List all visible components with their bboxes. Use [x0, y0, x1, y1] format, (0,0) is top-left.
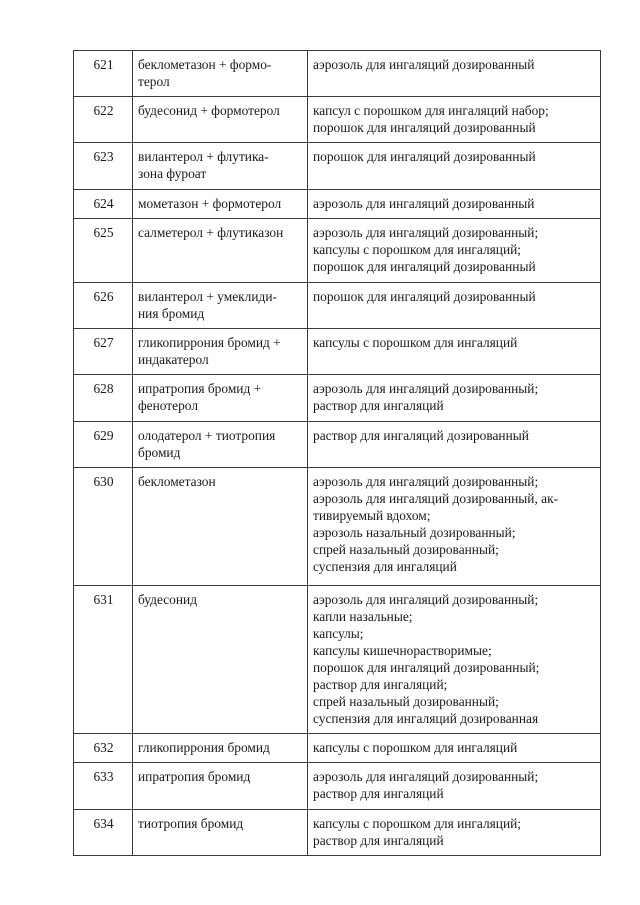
drug-name-cell	[133, 97, 308, 143]
drug-name-cell	[133, 190, 308, 219]
dosage-form-line: аэрозоль для ингаляций дозированный;	[313, 381, 539, 396]
dosage-form-line: капсулы кишечнорастворимые;	[313, 643, 492, 658]
dosage-form-line: капсулы с порошком для ингаляций	[313, 740, 518, 755]
row-number: 634	[74, 810, 133, 856]
dosage-form-line: раствор для ингаляций;	[313, 677, 448, 692]
dosage-form-line: раствор для ингаляций	[313, 786, 444, 801]
dosage-form-line: раствор для ингаляций	[313, 833, 444, 848]
dosage-form-cell	[308, 468, 601, 586]
dosage-form-cell	[308, 422, 601, 468]
dosage-form-line: аэрозоль для ингаляций дозированный;	[313, 592, 539, 607]
row-number: 624	[74, 190, 133, 219]
drug-name-cell	[133, 763, 308, 810]
row-number: 630	[74, 468, 133, 586]
drug-name-line: терол	[138, 74, 170, 89]
table-row	[74, 219, 601, 283]
drug-name-cell	[133, 283, 308, 329]
drug-name-line: салметерол + флутиказон	[138, 225, 284, 240]
dosage-form-line: порошок для ингаляций дозированный	[313, 149, 536, 164]
dosage-form-cell	[308, 190, 601, 219]
dosage-form-line: аэрозоль назальный дозированный;	[313, 525, 516, 540]
drug-name-line: ния бромид	[138, 306, 205, 321]
dosage-form-cell	[308, 143, 601, 190]
table-row	[74, 468, 601, 586]
drug-name-line: фенотерол	[138, 398, 198, 413]
dosage-form-cell	[308, 810, 601, 856]
dosage-form-line: порошок для ингаляций дозированный	[313, 289, 536, 304]
dosage-form-line: суспензия для ингаляций	[313, 559, 457, 574]
dosage-form-line: капсулы с порошком для ингаляций;	[313, 242, 522, 257]
dosage-form-cell	[308, 586, 601, 734]
row-number: 628	[74, 375, 133, 422]
table-row	[74, 763, 601, 810]
dosage-form-cell	[308, 283, 601, 329]
drug-list-table	[73, 50, 601, 856]
drug-name-cell	[133, 734, 308, 763]
row-number: 623	[74, 143, 133, 190]
dosage-form-line: капли назальные;	[313, 609, 413, 624]
table-row	[74, 283, 601, 329]
drug-name-line: бромид	[138, 445, 181, 460]
dosage-form-line: аэрозоль для ингаляций дозированный;	[313, 474, 539, 489]
table-row	[74, 586, 601, 734]
table-row	[74, 51, 601, 97]
dosage-form-line: аэрозоль для ингаляций дозированный	[313, 196, 535, 211]
drug-name-line: будесонид	[138, 592, 198, 607]
dosage-form-line: капсулы;	[313, 626, 364, 641]
drug-name-cell	[133, 51, 308, 97]
table-row	[74, 329, 601, 375]
drug-name-line: гликопиррония бромид +	[138, 335, 281, 350]
row-number: 625	[74, 219, 133, 283]
drug-name-line: вилантерол + умеклиди-	[138, 289, 277, 304]
dosage-form-cell	[308, 219, 601, 283]
drug-name-line: тиотропия бромид	[138, 816, 244, 831]
drug-name-cell	[133, 810, 308, 856]
row-number: 633	[74, 763, 133, 810]
drug-name-line: будесонид + формотерол	[138, 103, 280, 118]
drug-name-cell	[133, 375, 308, 422]
drug-name-line: гликопиррония бромид	[138, 740, 270, 755]
dosage-form-line: аэрозоль для ингаляций дозированный;	[313, 225, 539, 240]
table-row	[74, 422, 601, 468]
dosage-form-cell	[308, 329, 601, 375]
table-row	[74, 810, 601, 856]
table-row	[74, 143, 601, 190]
table-row	[74, 190, 601, 219]
drug-name-cell	[133, 143, 308, 190]
dosage-form-cell	[308, 734, 601, 763]
dosage-form-line: раствор для ингаляций дозированный	[313, 428, 529, 443]
drug-name-line: вилантерол + флутика-	[138, 149, 269, 164]
table-row	[74, 734, 601, 763]
drug-name-line: ипратропия бромид +	[138, 381, 262, 396]
row-number: 627	[74, 329, 133, 375]
drug-name-line: олодатерол + тиотропия	[138, 428, 276, 443]
drug-name-line: беклометазон	[138, 474, 216, 489]
row-number: 621	[74, 51, 133, 97]
drug-name-line: зона фуроат	[138, 166, 207, 181]
dosage-form-line: суспензия для ингаляций дозированная	[313, 711, 539, 726]
row-number: 622	[74, 97, 133, 143]
dosage-form-line: тивируемый вдохом;	[313, 508, 431, 523]
dosage-form-cell	[308, 97, 601, 143]
dosage-form-line: аэрозоль для ингаляций дозированный, ак-	[313, 491, 559, 506]
dosage-form-line: спрей назальный дозированный;	[313, 694, 499, 709]
drug-name-cell	[133, 329, 308, 375]
drug-name-cell	[133, 586, 308, 734]
drug-name-line: индакатерол	[138, 352, 209, 367]
dosage-form-line: спрей назальный дозированный;	[313, 542, 499, 557]
row-number: 632	[74, 734, 133, 763]
dosage-form-line: капсул с порошком для ингаляций набор;	[313, 103, 549, 118]
drug-name-line: беклометазон + формо-	[138, 57, 272, 72]
dosage-form-line: раствор для ингаляций	[313, 398, 444, 413]
drug-name-line: ипратропия бромид	[138, 769, 251, 784]
dosage-form-line: капсулы с порошком для ингаляций	[313, 335, 518, 350]
row-number: 631	[74, 586, 133, 734]
table-row	[74, 97, 601, 143]
dosage-form-line: порошок для ингаляций дозированный	[313, 259, 536, 274]
drug-name-line: мометазон + формотерол	[138, 196, 282, 211]
dosage-form-line: порошок для ингаляций дозированный;	[313, 660, 540, 675]
row-number: 626	[74, 283, 133, 329]
dosage-form-line: капсулы с порошком для ингаляций;	[313, 816, 522, 831]
dosage-form-line: аэрозоль для ингаляций дозированный;	[313, 769, 539, 784]
dosage-form-cell	[308, 51, 601, 97]
drug-name-cell	[133, 422, 308, 468]
table-row	[74, 375, 601, 422]
dosage-form-line: аэрозоль для ингаляций дозированный	[313, 57, 535, 72]
drug-name-cell	[133, 468, 308, 586]
dosage-form-cell	[308, 375, 601, 422]
row-number: 629	[74, 422, 133, 468]
dosage-form-line: порошок для ингаляций дозированный	[313, 120, 536, 135]
dosage-form-cell	[308, 763, 601, 810]
table-body	[74, 51, 601, 856]
drug-name-cell	[133, 219, 308, 283]
